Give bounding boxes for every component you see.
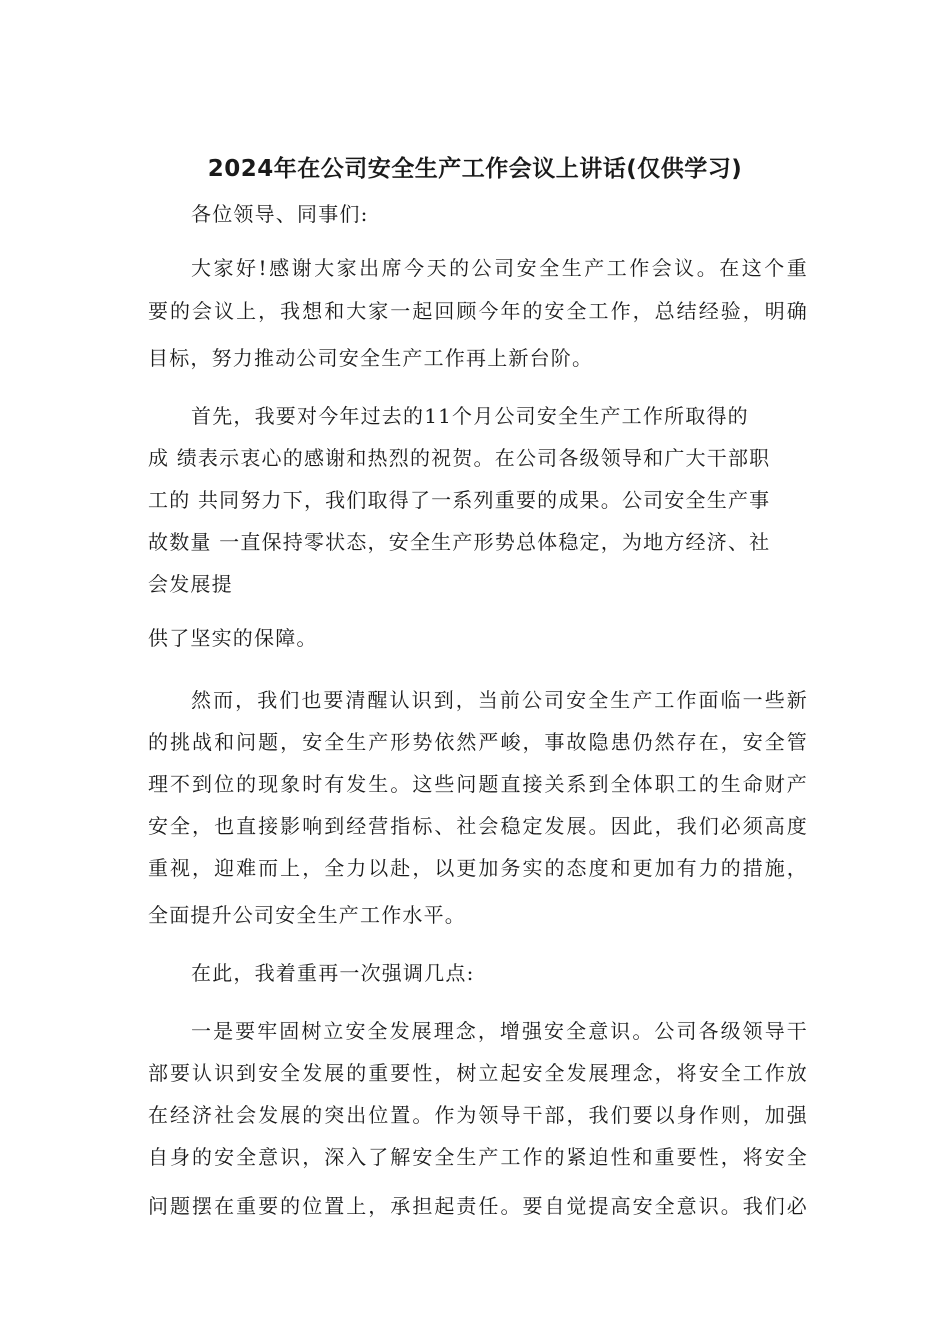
text-line: 部要认识到安全发展的重要性，树立起安全发展理念，将安全工作放 bbox=[148, 1061, 808, 1085]
body-paragraph bbox=[148, 1010, 808, 1227]
text-line: 在经济社会发展的突出位置。作为领导干部，我们要以身作则，加强 bbox=[148, 1103, 808, 1127]
greeting-paragraph bbox=[148, 193, 808, 235]
text-line: 的挑战和问题，安全生产形势依然严峻，事故隐患仍然存在，安全管 bbox=[148, 730, 808, 754]
text-line: 各位领导、同事们: bbox=[191, 202, 369, 226]
text-line: 然而，我们也要清醒认识到，当前公司安全生产工作面临一些新 bbox=[191, 688, 808, 712]
text-line: 理不到位的现象时有发生。这些问题直接关系到全体职工的生命财产 bbox=[148, 772, 808, 796]
text-line: 要的会议上，我想和大家一起回顾今年的安全工作，总结经验，明确 bbox=[148, 299, 808, 323]
document-title: 2024年在公司安全生产工作会议上讲话(仅供学习) bbox=[207, 156, 743, 182]
text-line: 问题摆在重要的位置上，承担起责任。要自觉提高安全意识。我们必 bbox=[148, 1194, 808, 1218]
text-line: 全面提升公司安全生产工作水平。 bbox=[148, 903, 466, 927]
body-paragraph bbox=[148, 395, 808, 659]
body-paragraph bbox=[148, 679, 808, 936]
text-line: 首先，我要对今年过去的11个月公司安全生产工作所取得的 bbox=[191, 404, 749, 428]
text-line: 会发展提 bbox=[148, 572, 233, 596]
text-line: 一是要牢固树立安全发展理念，增强安全意识。公司各级领导干 bbox=[191, 1019, 808, 1043]
text-line: 在此，我着重再一次强调几点: bbox=[191, 961, 475, 985]
text-line: 供了坚实的保障。 bbox=[148, 626, 318, 650]
text-line: 安全，也直接影响到经营指标、社会稳定发展。因此，我们必须高度 bbox=[148, 814, 808, 838]
text-line: 重视，迎难而上，全力以赴，以更加务实的态度和更加有力的措施， bbox=[148, 856, 808, 880]
text-line: 工的 共同努力下，我们取得了一系列重要的成果。公司安全生产事 bbox=[148, 488, 771, 512]
text-line: 大家好!感谢大家出席今天的公司安全生产工作会议。在这个重 bbox=[191, 256, 808, 280]
text-line: 故数量 一直保持零状态，安全生产形势总体稳定，为地方经济、社 bbox=[148, 530, 771, 554]
text-line: 目标，努力推动公司安全生产工作再上新台阶。 bbox=[148, 346, 594, 370]
text-line: 自身的安全意识，深入了解安全生产工作的紧迫性和重要性，将安全 bbox=[148, 1145, 808, 1169]
text-line: 成 绩表示衷心的感谢和热烈的祝贺。在公司各级领导和广大干部职 bbox=[148, 446, 771, 470]
body-paragraph bbox=[148, 952, 808, 994]
body-paragraph bbox=[148, 247, 808, 379]
